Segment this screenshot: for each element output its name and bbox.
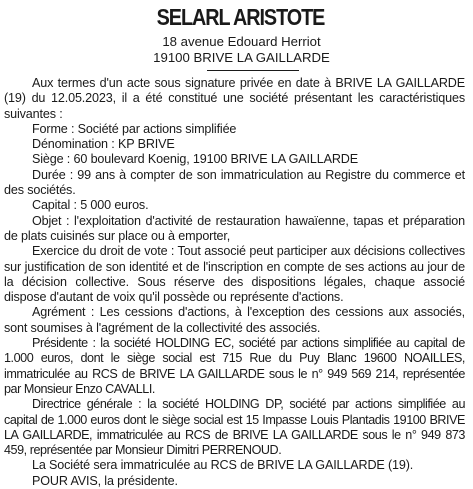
paragraph-duree: Durée : 99 ans à compter de son immatriculation au Registre du commerce et des sociétés. (4, 167, 465, 198)
address-line-1: 18 avenue Edouard Herriot (162, 34, 321, 49)
paragraph-intro: Aux termes d'un acte sous signature privée en date à BRIVE LA GAILLARDE (19) du 12.05.2023, il a été constitué une société présentant les caractéristiques suivantes : (4, 76, 465, 121)
company-title: SELARL ARISTOTE (156, 4, 325, 30)
paragraph-capital: Capital : 5 000 euros. (32, 198, 149, 213)
paragraph-objet: Objet : l'exploitation d'activité de restauration hawaïenne, tapas et préparation de plats cuisinés sur place ou à emporter, (4, 213, 465, 243)
notice-body (4, 76, 465, 489)
paragraph-siege: Siège : 60 boulevard Koenig, 19100 BRIVE LA GAILLARDE (32, 152, 358, 167)
paragraph-immatriculation: La Société sera immatriculée au RCS de BRIVE LA GAILLARDE (19). (32, 458, 414, 473)
header-divider (207, 70, 299, 71)
company-address (18, 34, 465, 65)
address-line-2: 19100 BRIVE LA GAILLARDE (153, 49, 330, 65)
paragraph-droit-de-vote: Exercice du droit de vote : Tout associé peut participer aux décisions collectives sur justification de son identité et de l'inscription en compte de ses actions au jour de la décision collective. Sous réserve des dispositions légales, chaque associé dispose d'autant de voix qu'il possède ou représente d'actions. (4, 244, 465, 305)
paragraph-presidente: Présidente : la société HOLDING EC, société par actions simplifiée au capital de 1.000 euros, dont le siège social est 715 Rue du Puy Blanc 19600 NOAILLES, immatriculée au RCS de BRIVE LA GAILLARDE sous le n° 949 569 214, représentée par Monsieur Enzo CAVALLI. (4, 336, 465, 396)
paragraph-denomination: Dénomination : KP BRIVE (32, 137, 175, 152)
paragraph-forme: Forme : Société par actions simplifiée (32, 121, 237, 136)
paragraph-directrice-generale: Directrice générale : la société HOLDING DP, société par actions simplifiée au capital de 1.000 euros dont le siège social est 15 Impasse Louis Plantadis 19100 BRIVE LA GAILLARDE, immatriculée au RCS de BRIVE LA GAILLARDE sous le n° 949 873 459, représentée par Monsieur Dimitri PERRENOUD. (4, 397, 465, 458)
paragraph-signature: POUR AVIS, la présidente. (32, 473, 178, 488)
paragraph-agrement: Agrément : Les cessions d'actions, à l'exception des cessions aux associés, sont soumises à l'agrément de la collectivité des associés. (4, 305, 465, 335)
